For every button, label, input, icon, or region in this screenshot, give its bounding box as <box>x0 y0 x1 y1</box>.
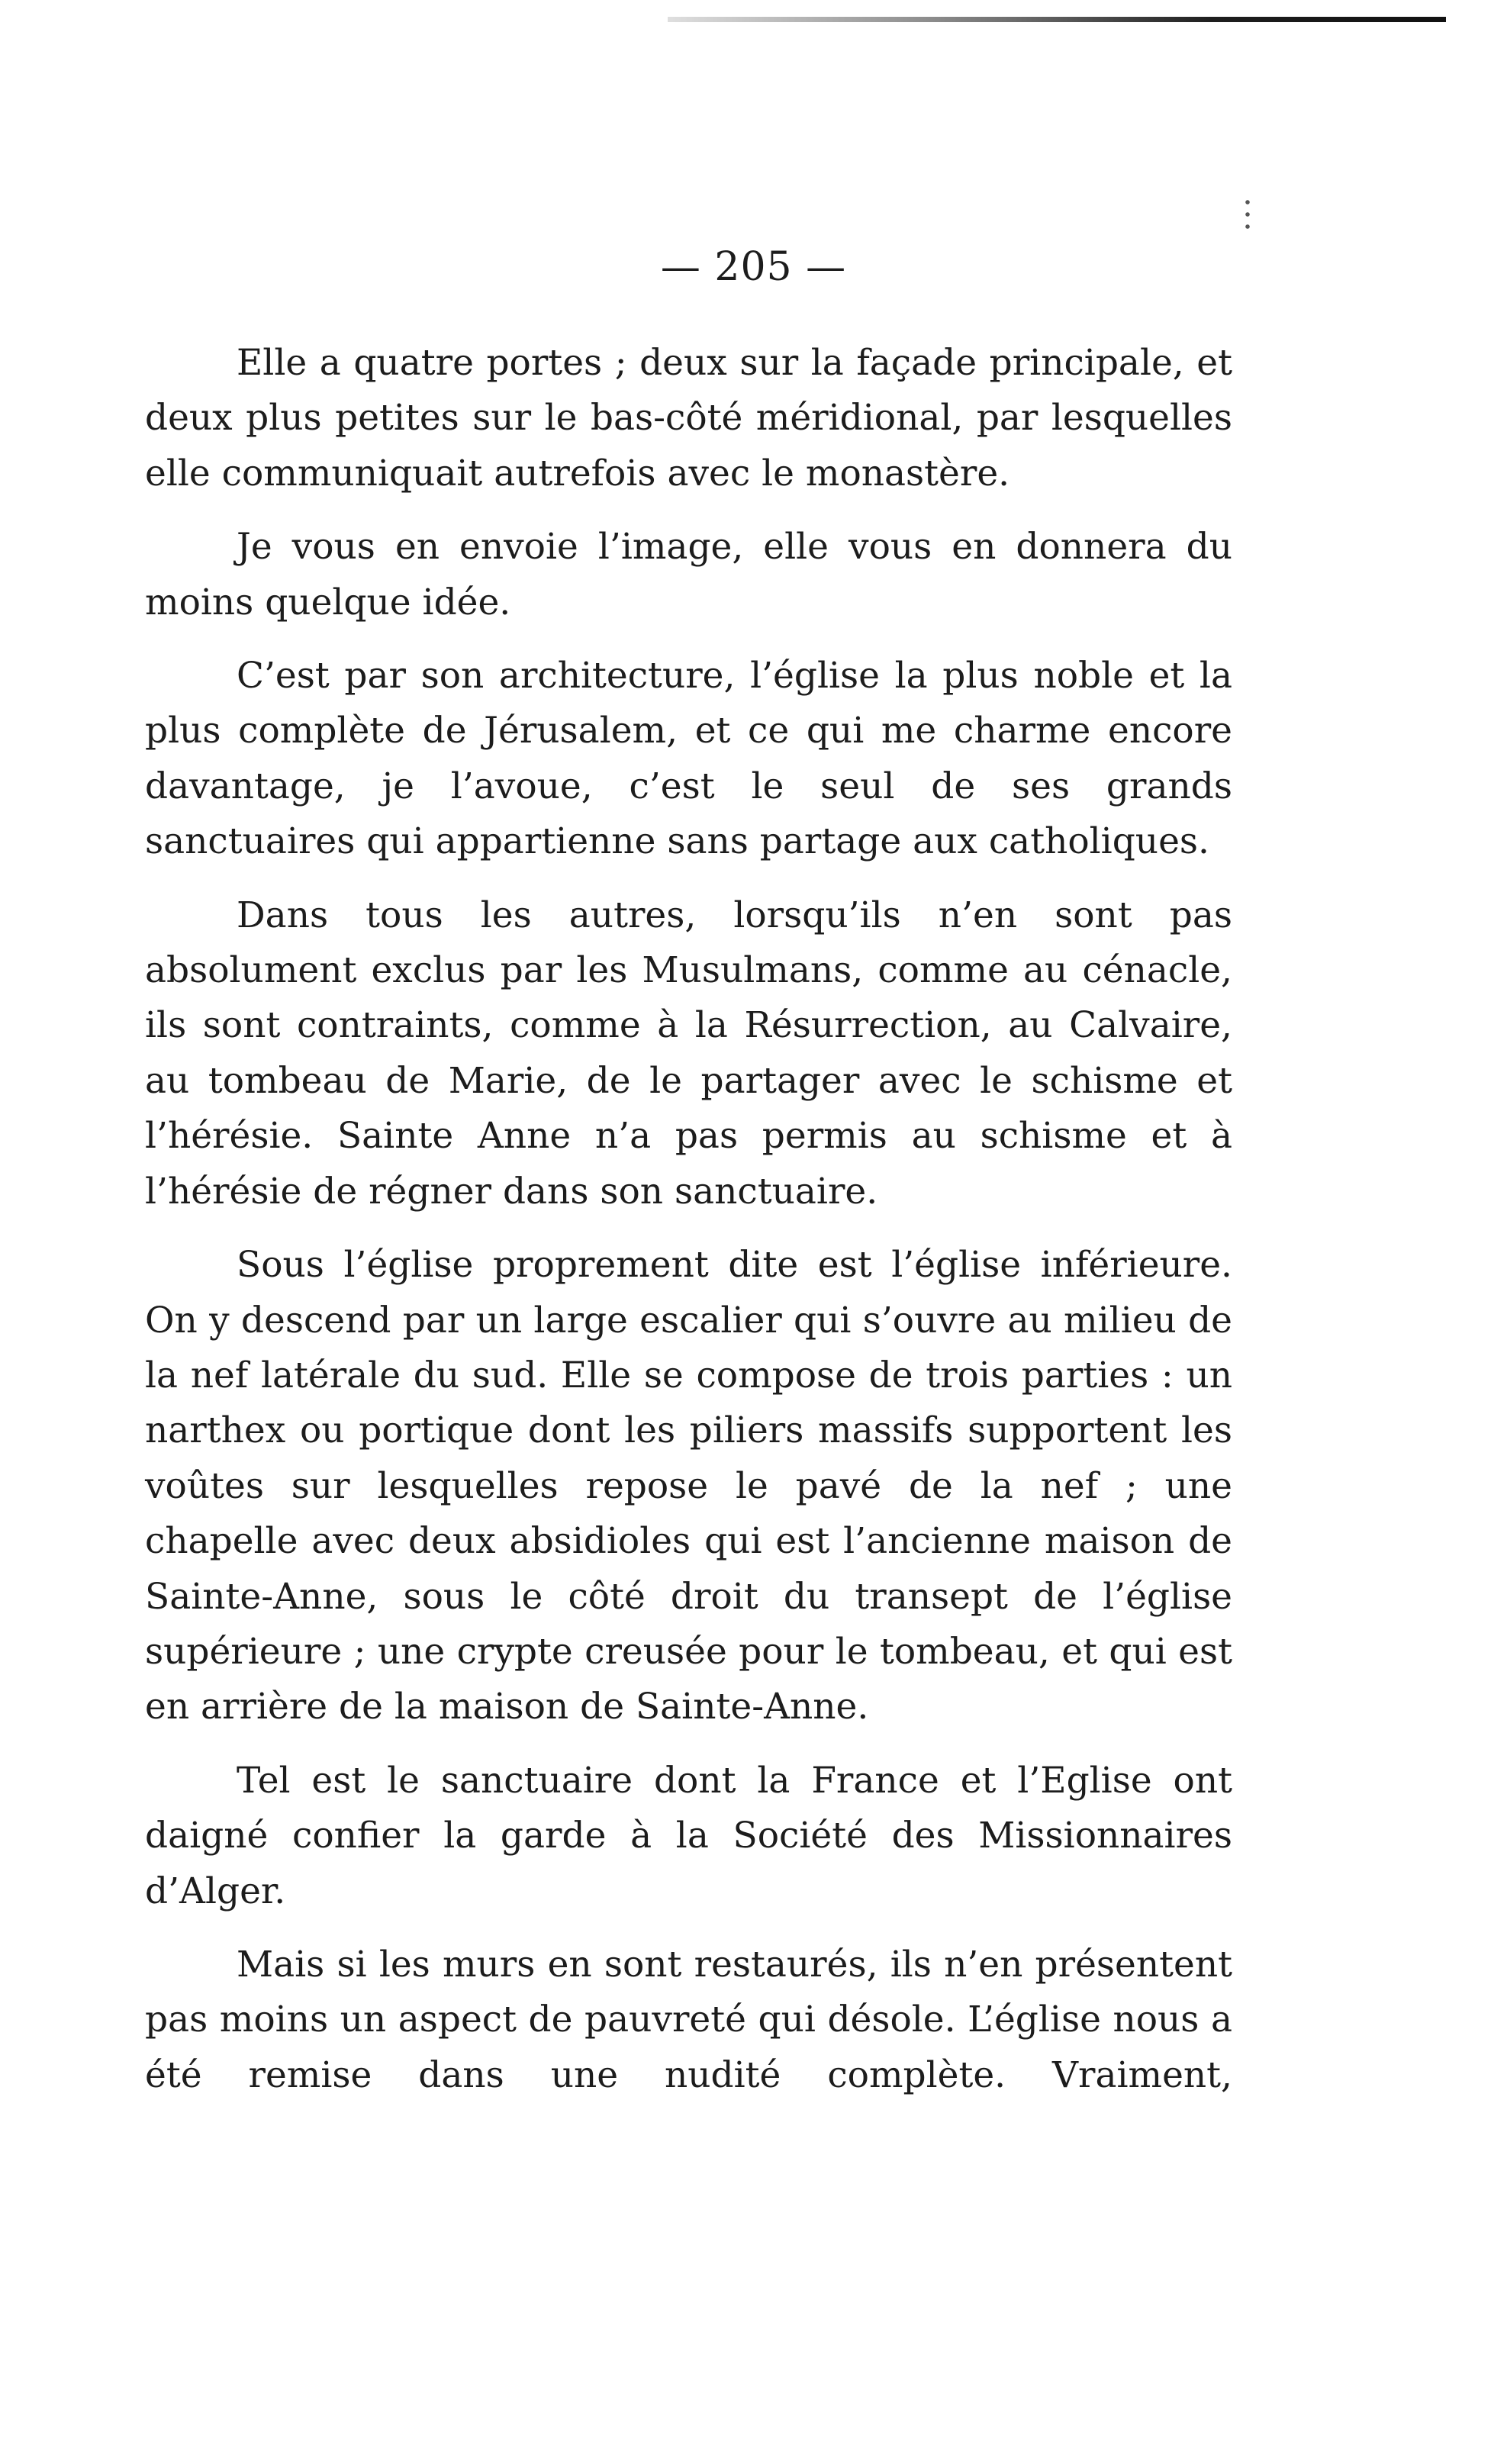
paragraph-4: Dans tous les autres, lorsqu’ils n’en sont pas absolument exclus par les Musulmans, comme au cénacle, ils sont contraints, comme à la Résurrection, au Calvaire, au tombeau de Marie, de le partager avec le schisme et l’hérésie. Sainte Anne n’a pas permis au schisme et à l’hérésie de régner dans son sanctuaire. <box>145 894 1232 1213</box>
paragraph-7: Mais si les murs en sont restaurés, ils n’en présentent pas moins un aspect de pauvreté qui désole. L’église nous a été remise dans une nudité complète. Vraiment, <box>145 1943 1232 2096</box>
paragraph-6: Tel est le sanctuaire dont la France et l’Eglise ont daigné confier la garde à la Société des Missionnaires d’Alger. <box>145 1759 1232 1912</box>
paragraph-3: C’est par son architecture, l’église la plus noble et la plus complète de Jérusalem, et ce qui me charme encore davantage, je l’avoue, c’est le seul de ses grands sanctuaires qui appartienne sans partage aux catholiques. <box>145 655 1232 863</box>
body-text <box>145 336 1232 2103</box>
paragraph-2: Je vous en envoie l’image, elle vous en donnera du moins quelque idée. <box>145 526 1232 623</box>
top-rule <box>668 17 1446 22</box>
page-number: — 205 — <box>660 244 847 290</box>
paragraph-1: Elle a quatre portes ; deux sur la façade principale, et deux plus petites sur le bas-côté méridional, par lesquelles elle communiquait autrefois avec le monastère. <box>145 342 1232 494</box>
margin-mark <box>1245 200 1250 230</box>
paragraph-5: Sous l’église proprement dite est l’église inférieure. On y descend par un large escalier qui s’ouvre au milieu de la nef latérale du sud. Elle se compose de trois parties : un narthex ou portique dont les piliers massifs supportent les voûtes sur lesquelles repose le pavé de la nef ; une chapelle avec deux absidioles qui est l’ancienne maison de Sainte-Anne, sous le côté droit du transept de l’église supérieure ; une crypte creusée pour le tombeau, et qui est en arrière de la maison de Sainte-Anne. <box>145 1244 1232 1728</box>
